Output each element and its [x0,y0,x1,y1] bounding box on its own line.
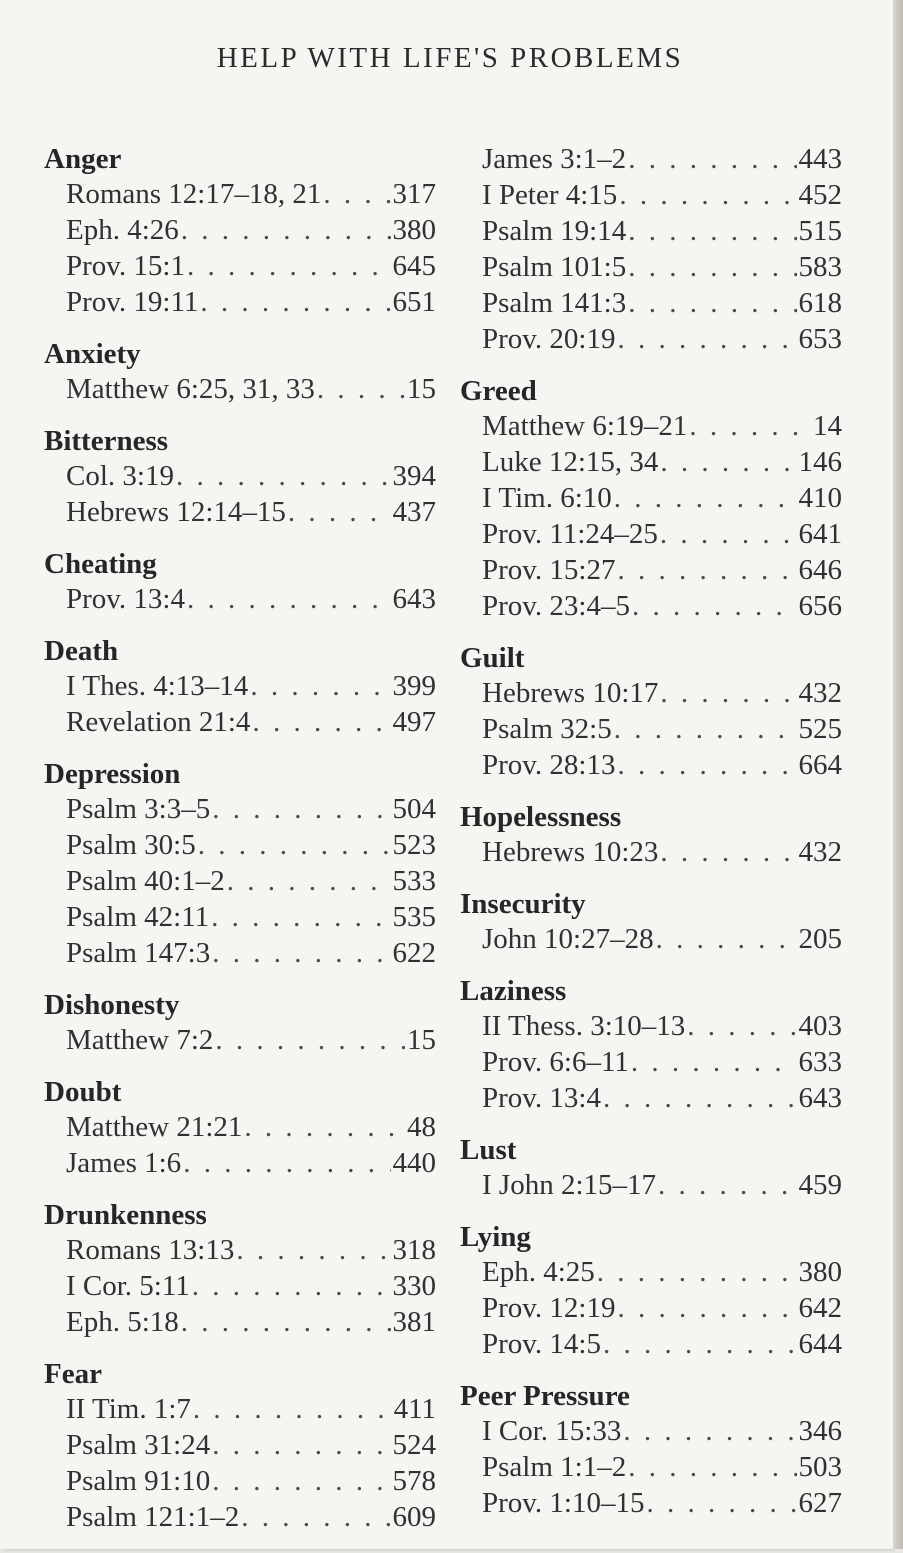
verse-reference: Prov. 6:6–11 [482,1046,629,1078]
page-number: 524 [392,1429,436,1461]
page-number: 503 [798,1451,842,1483]
dot-leader [212,1463,390,1499]
verse-entry [44,1304,436,1340]
dot-leader [617,1290,796,1326]
page-number: 403 [798,1010,842,1042]
verse-entry [44,494,436,530]
verse-reference: II Thess. 3:10–13 [482,1010,686,1042]
topic-group [44,758,436,971]
topic-group [460,375,842,624]
verse-entry [44,1145,436,1181]
dot-leader [603,1080,797,1116]
dot-leader [628,1449,796,1485]
left-column [44,143,436,1553]
dot-leader [198,827,391,863]
page-number: 504 [392,793,436,825]
topic-heading: Greed [460,375,537,407]
dot-leader [660,675,796,711]
topic-group [460,1134,842,1203]
verse-entry [460,1008,842,1044]
page-spine-edge [893,0,903,1549]
dot-leader [176,458,391,494]
right-column [460,141,842,1539]
verse-entry [460,675,842,711]
verse-entry [460,1485,842,1521]
verse-entry [44,899,436,935]
dot-leader [250,668,390,704]
verse-reference: Prov. 11:24–25 [482,518,658,550]
page-number: 627 [798,1487,842,1519]
verse-entry [44,1391,436,1427]
verse-reference: Revelation 21:4 [66,706,251,738]
page-number: 533 [392,865,436,897]
topic-heading: Anger [44,143,122,175]
verse-entry [460,1167,842,1203]
topic-group [44,1199,436,1340]
dot-leader [628,249,796,285]
verse-entry [460,141,842,177]
verse-reference: Psalm 101:5 [482,251,627,283]
dot-leader [614,480,797,516]
verse-reference: Matthew 21:21 [66,1111,243,1143]
dot-leader [193,1391,392,1427]
topic-group [460,888,842,957]
topic-heading: Death [44,635,119,667]
topic-heading: Lying [460,1221,531,1253]
page-number: 644 [798,1328,842,1360]
verse-reference: James 3:1–2 [482,143,627,175]
page-number: 452 [798,179,842,211]
page-number: 497 [392,706,436,738]
verse-reference: Psalm 147:3 [66,937,211,969]
topic-group [44,548,436,617]
verse-entry [44,1268,436,1304]
verse-entry [460,834,842,870]
verse-entry [460,1290,842,1326]
dot-leader [597,1254,797,1290]
page-number: 205 [798,923,842,955]
verse-entry [44,1022,436,1058]
topic-heading: Peer Pressure [460,1380,630,1412]
topic-group [44,1358,436,1535]
verse-reference: I Tim. 6:10 [482,482,612,514]
dot-leader [252,704,390,740]
page-number: 459 [798,1169,842,1201]
verse-reference: Prov. 14:5 [482,1328,601,1360]
verse-entry [460,321,842,357]
dot-leader [603,1326,797,1362]
dot-leader [632,588,797,624]
verse-reference: Matthew 7:2 [66,1024,214,1056]
page-number: 330 [392,1270,436,1302]
page-number: 643 [392,583,436,615]
verse-entry [460,1044,842,1080]
verse-entry [460,408,842,444]
verse-reference: Psalm 40:1–2 [66,865,225,897]
topic-group [460,801,842,870]
dot-leader [227,863,391,899]
verse-reference: Psalm 31:24 [66,1429,211,1461]
topic-group [460,141,842,357]
verse-reference: Psalm 42:11 [66,901,210,933]
dot-leader [212,1427,390,1463]
dot-leader [628,285,796,321]
verse-reference: Prov. 20:19 [482,323,616,355]
verse-reference: Hebrews 10:17 [482,677,659,709]
verse-reference: Eph. 4:25 [482,1256,595,1288]
dot-leader [244,1109,405,1145]
dot-leader [212,791,390,827]
dot-leader [617,747,796,783]
dot-leader [617,552,796,588]
topic-group [460,642,842,783]
verse-reference: Romans 12:17–18, 21 [66,178,322,210]
verse-reference: II Tim. 1:7 [66,1393,191,1425]
dot-leader [656,921,797,957]
page-number: 618 [798,287,842,319]
verse-reference: Prov. 12:19 [482,1292,616,1324]
dot-leader [241,1499,390,1535]
verse-entry [460,177,842,213]
page-number: 645 [392,250,436,282]
dot-leader [288,494,391,530]
page-number: 317 [392,178,436,210]
verse-entry [460,1449,842,1485]
verse-entry [460,1413,842,1449]
verse-reference: Psalm 19:14 [482,215,627,247]
topic-group [44,143,436,320]
verse-reference: Prov. 1:10–15 [482,1487,645,1519]
dot-leader [628,141,796,177]
dot-leader [187,581,391,617]
page-number: 651 [392,286,436,318]
verse-reference: John 10:27–28 [482,923,654,955]
verse-entry [460,588,842,624]
verse-entry [460,285,842,321]
topic-heading: Cheating [44,548,157,580]
dot-leader [183,1145,390,1181]
page-number: 664 [798,749,842,781]
dot-leader [660,516,797,552]
verse-entry [460,1326,842,1362]
verse-reference: Prov. 13:4 [482,1082,601,1114]
dot-leader [187,248,391,284]
topic-group [460,1380,842,1521]
verse-entry [44,704,436,740]
verse-entry [460,249,842,285]
verse-reference: Prov. 23:4–5 [482,590,630,622]
dot-leader [628,213,796,249]
dot-leader [660,834,796,870]
topic-group [460,975,842,1116]
verse-entry [44,863,436,899]
topic-heading: Fear [44,1358,102,1390]
verse-reference: Psalm 121:1–2 [66,1501,240,1533]
page-number: 15 [407,1024,436,1056]
topic-group [460,1221,842,1362]
page-number: 535 [392,901,436,933]
verse-reference: Prov. 15:27 [482,554,616,586]
verse-reference: Prov. 19:11 [66,286,199,318]
dot-leader [212,935,390,971]
dot-leader [658,1167,797,1203]
page-number: 622 [392,937,436,969]
verse-entry [460,747,842,783]
dot-leader [323,176,390,212]
verse-entry [44,458,436,494]
verse-entry [44,1109,436,1145]
topic-heading: Hopelessness [460,801,622,833]
verse-reference: Luke 12:15, 34 [482,446,659,478]
page-number: 432 [798,836,842,868]
page-number: 411 [393,1393,436,1425]
verse-reference: I John 2:15–17 [482,1169,656,1201]
topic-heading: Laziness [460,975,567,1007]
verse-entry [460,480,842,516]
topic-group [44,1076,436,1181]
page-number: 653 [798,323,842,355]
page-number: 515 [798,215,842,247]
verse-reference: Psalm 32:5 [482,713,612,745]
verse-entry [460,1254,842,1290]
verse-reference: I Peter 4:15 [482,179,618,211]
dot-leader [317,371,405,407]
dot-leader [631,1044,797,1080]
page-number: 523 [392,829,436,861]
verse-reference: Psalm 1:1–2 [482,1451,627,1483]
page-number: 646 [798,554,842,586]
page-number: 633 [798,1046,842,1078]
page-number: 14 [813,410,842,442]
verse-entry [460,552,842,588]
page-number: 318 [392,1234,436,1266]
verse-reference: Psalm 30:5 [66,829,196,861]
verse-reference: Hebrews 10:23 [482,836,659,868]
verse-reference: I Cor. 5:11 [66,1270,190,1302]
verse-entry [460,213,842,249]
dot-leader [617,321,796,357]
verse-reference: Hebrews 12:14–15 [66,496,286,528]
topic-group [44,338,436,407]
page-number: 525 [798,713,842,745]
page-number: 641 [798,518,842,550]
page-number: 656 [798,590,842,622]
topic-group [44,425,436,530]
topic-group [44,989,436,1058]
verse-entry [44,1232,436,1268]
verse-entry [44,212,436,248]
page-number: 583 [798,251,842,283]
verse-reference: I Cor. 15:33 [482,1415,622,1447]
verse-entry [44,176,436,212]
topic-heading: Dishonesty [44,989,180,1021]
topic-group [44,635,436,740]
verse-reference: Prov. 15:1 [66,250,185,282]
page-number: 380 [392,214,436,246]
verse-entry [44,248,436,284]
page-number: 394 [392,460,436,492]
dot-leader [211,899,390,935]
topic-heading: Insecurity [460,888,586,920]
dot-leader [200,284,390,320]
verse-reference: Prov. 13:4 [66,583,185,615]
dot-leader [192,1268,391,1304]
verse-reference: Psalm 91:10 [66,1465,211,1497]
page-number: 443 [798,143,842,175]
dot-leader [660,444,796,480]
page-number: 432 [798,677,842,709]
topic-heading: Lust [460,1134,517,1166]
dot-leader [614,711,797,747]
page-number: 642 [798,1292,842,1324]
page-number: 410 [798,482,842,514]
verse-entry [460,1080,842,1116]
dot-leader [623,1413,796,1449]
page-number: 15 [407,373,436,405]
page-number: 437 [392,496,436,528]
verse-reference: Romans 13:13 [66,1234,235,1266]
verse-reference: Eph. 4:26 [66,214,179,246]
dot-leader [236,1232,390,1268]
page-number: 48 [407,1111,436,1143]
page-number: 380 [798,1256,842,1288]
verse-entry [44,668,436,704]
verse-entry [44,1499,436,1535]
page-number: 381 [392,1306,436,1338]
verse-entry [44,371,436,407]
dot-leader [687,1008,796,1044]
page-number: 643 [798,1082,842,1114]
page-number: 609 [392,1501,436,1533]
verse-entry [44,935,436,971]
verse-entry [44,1463,436,1499]
verse-reference: Matthew 6:19–21 [482,410,688,442]
topic-heading: Bitterness [44,425,169,457]
page-number: 146 [798,446,842,478]
verse-reference: Matthew 6:25, 31, 33 [66,373,315,405]
page-number: 578 [392,1465,436,1497]
page-number: 399 [392,670,436,702]
verse-entry [460,921,842,957]
dot-leader [181,1304,391,1340]
verse-reference: Prov. 28:13 [482,749,616,781]
verse-reference: Col. 3:19 [66,460,174,492]
verse-reference: Eph. 5:18 [66,1306,179,1338]
verse-entry [44,284,436,320]
topic-heading: Anxiety [44,338,141,370]
dot-leader [689,408,811,444]
verse-entry [44,581,436,617]
topic-heading: Doubt [44,1076,122,1108]
verse-entry [460,516,842,552]
dot-leader [646,1485,796,1521]
verse-entry [460,711,842,747]
page-number: 440 [392,1147,436,1179]
topic-heading: Depression [44,758,181,790]
verse-entry [460,444,842,480]
page-number: 346 [798,1415,842,1447]
topic-heading: Guilt [460,642,525,674]
page-title: HELP WITH LIFE'S PROBLEMS [216,42,684,74]
verse-reference: James 1:6 [66,1147,182,1179]
dot-leader [181,212,391,248]
dot-leader [215,1022,405,1058]
topic-heading: Drunkenness [44,1199,207,1231]
dot-leader [619,177,796,213]
verse-entry [44,791,436,827]
verse-entry [44,827,436,863]
verse-reference: I Thes. 4:13–14 [66,670,249,702]
verse-reference: Psalm 141:3 [482,287,627,319]
verse-reference: Psalm 3:3–5 [66,793,211,825]
verse-entry [44,1427,436,1463]
